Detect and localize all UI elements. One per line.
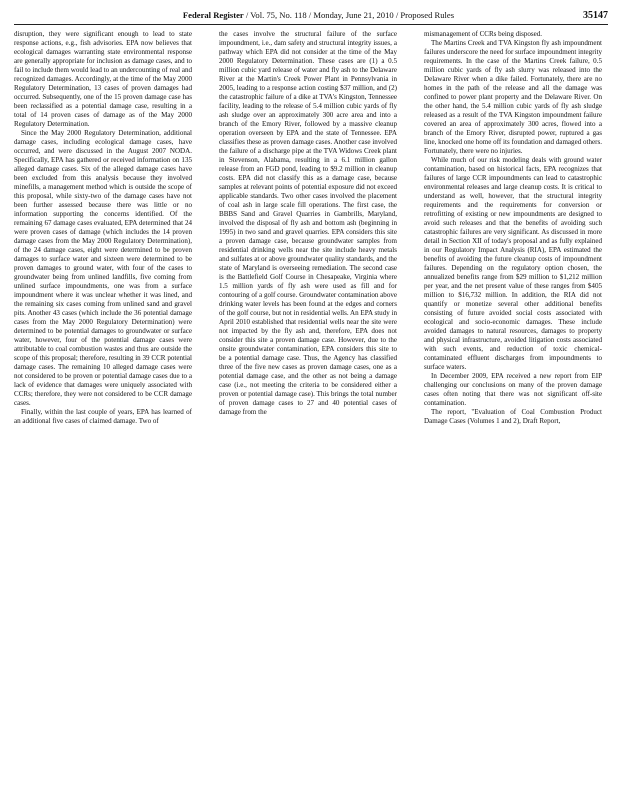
paragraph: disruption, they were significant enough to lead to state response actions, e.g., fish advisories. EPA now believes that ecological damages warranting state environmental response are generally appropriate for inclusion as damage cases, and to fail to include them would lead to an undercounting of real and recognized damages. Accordingly, at the time of the May 2000 Regulatory Determination, 13 cases of proven damages had occurred. Subsequently, one of the 15 proven damage case has been reclassified as a potential damage case, resulting in a total of 14 proven cases of damage as of the May 2000 Regulatory Determination.	[14, 30, 192, 128]
paragraph: In December 2009, EPA received a new report from EIP challenging our conclusions on many of the proven damage cases often noting that there was not significant off-site contamination.	[424, 372, 602, 407]
text-column-3	[424, 30, 602, 790]
volume-info: / Vol. 75, No. 118 / Monday, June 21, 2010 / Proposed Rules	[245, 10, 455, 20]
text-column-2	[219, 30, 397, 790]
paragraph: The report, "Evaluation of Coal Combustion Product Damage Cases (Volumes 1 and 2), Draft Report,	[424, 408, 602, 425]
paragraph: Finally, within the last couple of years, EPA has learned of an additional five cases of claimed damage. Two of	[14, 408, 192, 425]
page-number: 35147	[583, 10, 608, 21]
paragraph: Since the May 2000 Regulatory Determination, additional damage cases, including ecological damage cases, have occurred, and were discussed in the August 2007 NODA. Specifically, EPA has gathered or received information on 135 alleged damage cases. Six of the alleged damage cases have been excluded from this analysis because they involved minefills, a management method which is outside the scope of this proposal, while sixty-two of the damage cases have not been further assessed because there was little or no information supporting the concerns identified. Of the remaining 67 damage cases evaluated, EPA determined that 24 were proven cases of damage (which includes the 14 proven damage cases from the May 2000 Regulatory Determination), of the 24 damage cases, eight were determined to be proven damages to surface water and sixteen were determined to be proven damages to ground water, with four of the cases to groundwater being from unlined landfills, five coming from unlined surface impoundments, one was from a surface impoundment where it was unclear whether it was lined, and the remaining six cases coming from unlined sand and gravel pits. Another 43 cases (which include the 36 potential damage cases from the May 2000 Regulatory Determination) were determined to be potential damages to groundwater or surface water, however, four of the potential damage cases were attributable to coal combustion wastes and thus are outside the scope of this proposal; therefore, resulting in 39 CCR potential damage cases. The remaining 10 alleged damage cases were not considered to be proven or potential damage cases due to a lack of evidence that damages were uniquely associated with CCRs; therefore, they were not considered to be CCR damage cases.	[14, 129, 192, 407]
paragraph: The Martins Creek and TVA Kingston fly ash impoundment failures underscore the need for surface impoundment integrity requirements. In the case of the Martins Creek failure, 0.5 million cubic yards of fly ash slurry was released into the Delaware River when a dike failed. Fortunately, there are no homes in the path of the release and all the damage was confined to power plant property and the Delaware River. On the other hand, the 5.4 million cubic yards of fly ash sludge released as a result of the TVA Kingston impoundment failure covered an area of approximately 300 acres, flowed into a branch of the Emory River, disrupted power, ruptured a gas line, knocked one home off its foundation and damaged others. Fortunately, there were no injuries.	[424, 39, 602, 155]
running-head: Federal Register	[182, 10, 244, 20]
paragraph: the cases involve the structural failure of the surface impoundment, i.e., dam safety and structural integrity issues, a pathway which EPA did not consider at the time of the May 2000 Regulatory Determination. These cases are (1) a 0.5 million cubic yard release of water and fly ash to the Delaware River at the Martin's Creek Power Plant in Pennsylvania in 2005, leading to a response action costing $37 million, and (2) the catastrophic failure of a dike at TVA's Kingston, Tennessee facility, leading to the release of 5.4 million cubic yards of fly ash sludge over an approximately 300 acre area and into a branch of the Emory River, followed by a massive cleanup operation overseen by EPA and the state of Tennessee. EPA classifies these as proven damage cases. Another case involved the failure of a discharge pipe at the TVA Widows Creek plant in Stevenson, Alabama, resulting in a 6.1 million gallon release from an FGD pond, leading to $9.2 million in cleanup costs. EPA did not classify this as a damage case, because samples at relevant points of potential exposure did not exceed applicable standards. Two other cases involved the placement of coal ash in large scale fill operations. The first case, the BBBS Sand and Gravel Quarries in Gambrills, Maryland, involved the disposal of fly ash and bottom ash (beginning in 1995) in two sand and gravel quarries. EPA considers this site a proven damage case, because groundwater samples from residential drinking wells near the site include heavy metals and sulfates at or above groundwater quality standards, and the state of Maryland is overseeing remediation. The second case is the Battlefield Golf Course in Chesapeake, Virginia where 1.5 million yards of fly ash were used as fill and for contouring of a golf course. Groundwater contamination above drinking water levels has been found at the edges and corners of the golf course, but not in residential wells. An EPA study in April 2010 established that residential wells near the site were not impacted by the fly ash and, therefore, EPA does not consider this site a proven damage case. However, due to the onsite groundwater contamination, EPA considers this site to be a potential damage case. Thus, the Agency has classified three of the five new cases as proven damage cases, one as a potential damage case, and the other as not being a damage case (i.e., not meeting the criteria to be considered either a proven or potential damage case). This brings the total number of proven damage cases to 27 and 40 potential cases of damage from the	[219, 30, 397, 416]
page-header	[14, 7, 608, 23]
paragraph: mismanagement of CCRs being disposed.	[424, 30, 543, 38]
paragraph: While much of our risk modeling deals with ground water contamination, based on historical facts, EPA recognizes that failures of large CCR impoundments can lead to catastrophic environmental releases and large cleanup costs. It is critical to understand as well, however, that the structural integrity requirements and the requirements for conversion or retrofitting of existing or new impoundments are designed to avoid such releases and that the benefits of avoiding such catastrophic failures are very significant. As discussed in more detail in Section XII of today's proposal and as fully explained in our Regulatory Impact Analysis (RIA), EPA estimated the benefits of avoiding the future cleanup costs of impoundment failures. Depending on the regulatory option chosen, the annualized benefits range from $29 million to $1,212 million per year, and the net present value of these ranges from $405 million to $16,732 million. In addition, the RIA did not quantify or monetize several other additional benefits consisting of future avoided social costs associated with ecological and socio-economic damages. These include avoided damages to natural resources, damages to property and physical infrastructure, avoided litigation costs associated with such events, and reduction of toxic chemical-contaminated effluent discharges from impoundments to surface waters.	[424, 156, 602, 371]
text-column-1	[14, 30, 192, 790]
header-rule	[14, 24, 608, 25]
